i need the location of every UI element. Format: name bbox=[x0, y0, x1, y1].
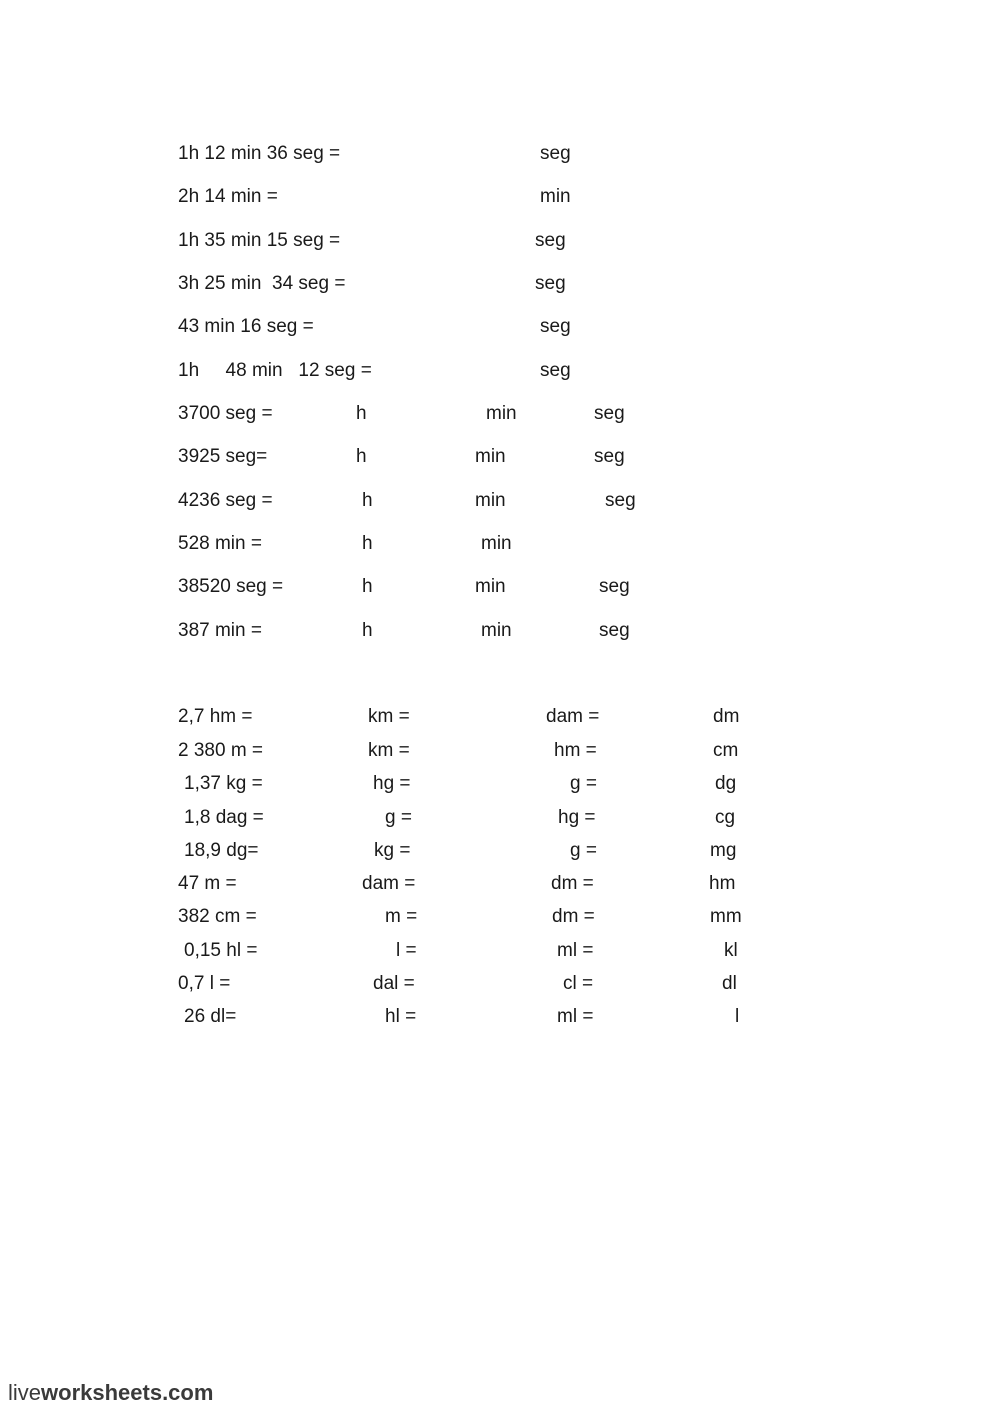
exercise-label: 1h 48 min 12 seg = bbox=[178, 360, 372, 381]
measure-exercise-row bbox=[0, 971, 1000, 997]
unit-label: seg bbox=[535, 273, 566, 294]
measure-exercise-row bbox=[0, 704, 1000, 730]
unit-label: mg bbox=[710, 840, 737, 861]
unit-label: kg = bbox=[374, 840, 411, 861]
exercise-label: 0,7 l = bbox=[178, 973, 231, 994]
exercise-label: 2 380 m = bbox=[178, 740, 264, 761]
time-exercise-row bbox=[0, 141, 1000, 167]
exercise-label: 1,8 dag = bbox=[184, 807, 264, 828]
exercise-label: 2h 14 min = bbox=[178, 186, 278, 207]
unit-label: seg bbox=[540, 316, 571, 337]
measure-exercise-row bbox=[0, 904, 1000, 930]
unit-label: dg bbox=[715, 773, 737, 794]
exercise-label: 38520 seg = bbox=[178, 576, 284, 597]
unit-label: dal = bbox=[373, 973, 415, 994]
time-exercise-row bbox=[0, 444, 1000, 470]
unit-label: seg bbox=[540, 143, 571, 164]
time-exercise-row bbox=[0, 271, 1000, 297]
unit-label: h bbox=[362, 490, 373, 511]
exercise-label: 528 min = bbox=[178, 533, 262, 554]
liveworksheets-logo[interactable] bbox=[8, 1378, 213, 1408]
exercise-label: 47 m = bbox=[178, 873, 237, 894]
unit-label: km = bbox=[368, 706, 410, 727]
unit-label: cl = bbox=[563, 973, 594, 994]
unit-label: min bbox=[540, 186, 571, 207]
unit-label: seg bbox=[599, 576, 630, 597]
exercise-label: 1h 12 min 36 seg = bbox=[178, 143, 341, 164]
unit-label: seg bbox=[540, 360, 571, 381]
time-exercise-row bbox=[0, 531, 1000, 557]
unit-label: hm = bbox=[554, 740, 597, 761]
exercise-label: 1,37 kg = bbox=[184, 773, 263, 794]
unit-label: min bbox=[486, 403, 517, 424]
unit-label: hm bbox=[709, 873, 736, 894]
logo-text-live: live bbox=[8, 1380, 42, 1405]
unit-label: mm bbox=[710, 906, 742, 927]
unit-label: h bbox=[356, 446, 367, 467]
exercise-label: 387 min = bbox=[178, 620, 262, 641]
unit-label: l = bbox=[396, 940, 417, 961]
unit-label: km = bbox=[368, 740, 410, 761]
unit-label: h bbox=[362, 620, 373, 641]
exercise-label: 3925 seg= bbox=[178, 446, 268, 467]
logo-text-worksheets: worksheets.com bbox=[41, 1380, 214, 1405]
unit-label: h bbox=[362, 576, 373, 597]
exercise-label: 3700 seg = bbox=[178, 403, 273, 424]
unit-label: min bbox=[475, 446, 506, 467]
unit-label: ml = bbox=[557, 1006, 594, 1027]
measure-exercise-row bbox=[0, 805, 1000, 831]
exercise-label: 0,15 hl = bbox=[184, 940, 258, 961]
unit-label: m = bbox=[385, 906, 418, 927]
time-exercise-row bbox=[0, 184, 1000, 210]
unit-label: cm bbox=[713, 740, 739, 761]
unit-label: g = bbox=[570, 773, 597, 794]
time-exercise-row bbox=[0, 401, 1000, 427]
exercise-label: 26 dl= bbox=[184, 1006, 237, 1027]
exercise-label: 3h 25 min 34 seg = bbox=[178, 273, 346, 294]
unit-label: min bbox=[475, 576, 506, 597]
unit-label: min bbox=[481, 533, 512, 554]
unit-label: seg bbox=[594, 446, 625, 467]
unit-label: g = bbox=[570, 840, 597, 861]
measure-exercise-row bbox=[0, 738, 1000, 764]
exercise-label: 18,9 dg= bbox=[184, 840, 259, 861]
time-exercise-row bbox=[0, 574, 1000, 600]
unit-label: dam = bbox=[546, 706, 600, 727]
unit-label: g = bbox=[385, 807, 412, 828]
unit-label: seg bbox=[535, 230, 566, 251]
time-exercise-row bbox=[0, 358, 1000, 384]
exercise-label: 382 cm = bbox=[178, 906, 257, 927]
measure-exercise-row bbox=[0, 871, 1000, 897]
measure-exercise-row bbox=[0, 1004, 1000, 1030]
exercise-label: 43 min 16 seg = bbox=[178, 316, 314, 337]
time-exercise-row bbox=[0, 228, 1000, 254]
unit-label: dl bbox=[722, 973, 737, 994]
unit-label: dm = bbox=[551, 873, 594, 894]
unit-label: hl = bbox=[385, 1006, 417, 1027]
unit-label: hg = bbox=[373, 773, 411, 794]
unit-label: hg = bbox=[558, 807, 596, 828]
time-exercise-row bbox=[0, 314, 1000, 340]
unit-label: seg bbox=[594, 403, 625, 424]
unit-label: kl bbox=[724, 940, 738, 961]
unit-label: cg bbox=[715, 807, 736, 828]
exercise-label: 4236 seg = bbox=[178, 490, 273, 511]
unit-label: seg bbox=[605, 490, 636, 511]
unit-label: h bbox=[362, 533, 373, 554]
unit-label: dam = bbox=[362, 873, 416, 894]
unit-label: min bbox=[475, 490, 506, 511]
measure-exercise-row bbox=[0, 938, 1000, 964]
unit-label: dm = bbox=[552, 906, 595, 927]
unit-label: dm bbox=[713, 706, 740, 727]
time-exercise-row bbox=[0, 488, 1000, 514]
exercise-label: 1h 35 min 15 seg = bbox=[178, 230, 341, 251]
exercise-label: 2,7 hm = bbox=[178, 706, 253, 727]
unit-label: h bbox=[356, 403, 367, 424]
unit-label: l bbox=[735, 1006, 740, 1027]
unit-label: ml = bbox=[557, 940, 594, 961]
measure-exercise-row bbox=[0, 771, 1000, 797]
unit-label: seg bbox=[599, 620, 630, 641]
measure-exercise-row bbox=[0, 838, 1000, 864]
time-exercise-row bbox=[0, 618, 1000, 644]
unit-label: min bbox=[481, 620, 512, 641]
